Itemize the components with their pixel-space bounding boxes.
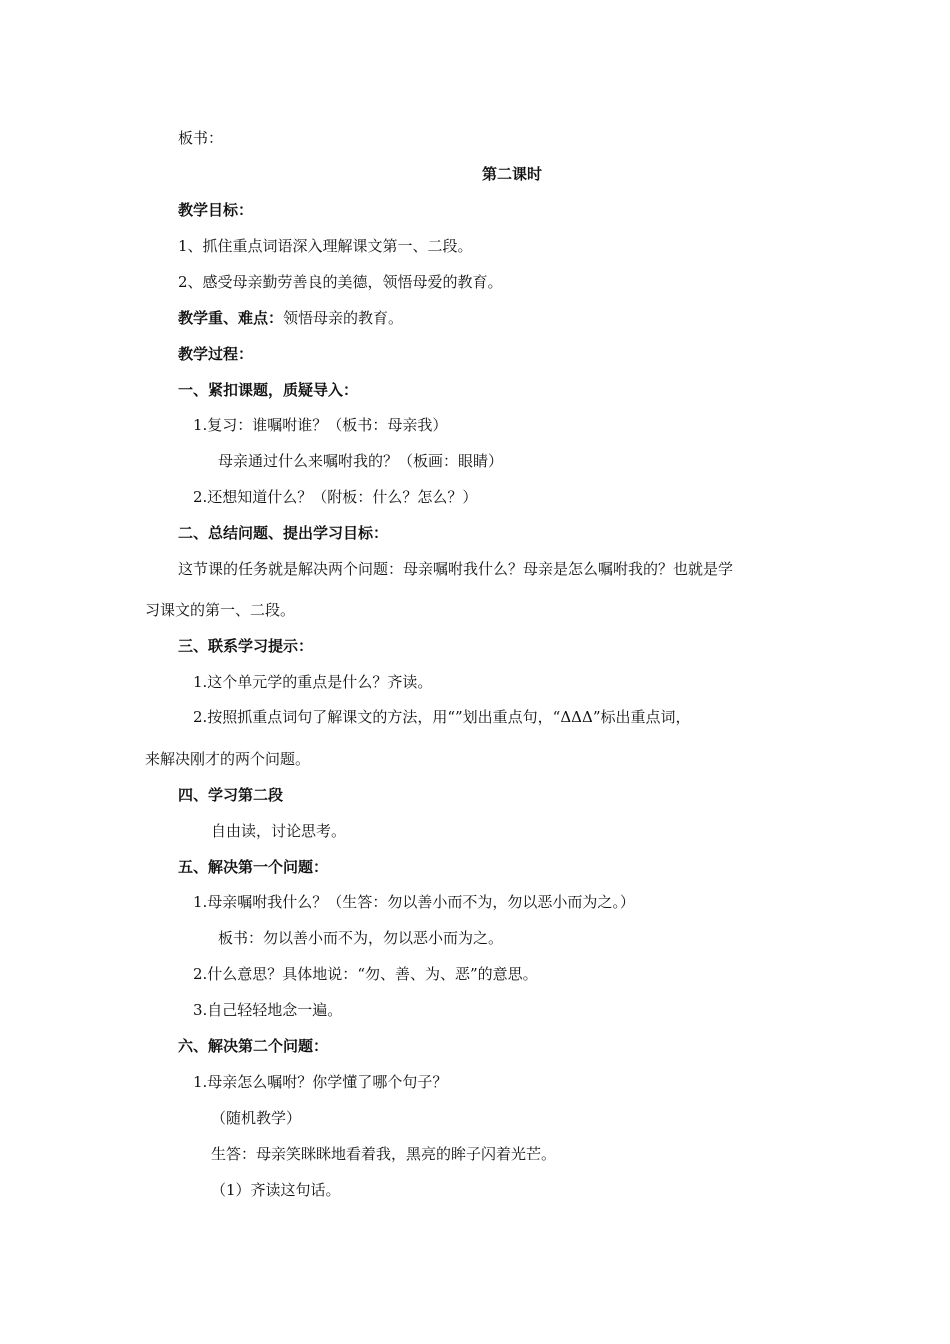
section-6-item: 生答：母亲笑眯眯地看着我，黑亮的眸子闪着光芒。 [211,1145,557,1163]
section-1-item: 1.复习：谁嘱咐谁？（板书：母亲我） [193,416,448,434]
section-6-item: （随机教学） [211,1109,302,1127]
section-2-paragraph-line: 这节课的任务就是解决两个问题：母亲嘱咐我什么？母亲是怎么嘱咐我的？也就是学 [178,560,734,578]
section-3-item-continuation: 来解决刚才的两个问题。 [145,750,311,768]
section-3-heading: 三、联系学习提示： [178,637,314,655]
goals-heading: 教学目标： [178,201,254,219]
section-1-item: 母亲通过什么来嘱咐我的？（板画：眼睛） [218,452,504,470]
section-1-item: 2.还想知道什么？（附板：什么？怎么？） [193,488,478,506]
section-6-heading: 六、解决第二个问题： [178,1037,329,1055]
goal-item: 1、抓住重点词语深入理解课文第一、二段。 [178,237,473,255]
section-3-item: 2.按照抓重点词句了解课文的方法，用“”划出重点句，“ΔΔΔ”标出重点词， [193,708,691,726]
process-heading: 教学过程： [178,345,254,363]
section-1-heading: 一、紧扣课题，质疑导入： [178,381,359,399]
section-5-item: 1.母亲嘱咐我什么？（生答：勿以善小而不为，勿以恶小而为之。） [193,893,635,911]
section-6-item: 1.母亲怎么嘱咐？你学懂了哪个句子？ [193,1073,448,1091]
section-5-item: 板书：勿以善小而不为，勿以恶小而为之。 [218,929,504,947]
section-5-heading: 五、解决第一个问题： [178,858,329,876]
section-5-item: 2.什么意思？具体地说：“勿、善、为、恶”的意思。 [193,965,538,983]
section-3-item: 1.这个单元学的重点是什么？齐读。 [193,673,433,691]
board-label: 板书： [178,129,224,147]
key-points-text: 领悟母亲的教育。 [283,309,404,327]
section-2-paragraph-line: 习课文的第一、二段。 [145,601,296,619]
section-5-item: 3.自己轻轻地念一遍。 [193,1001,343,1019]
goal-item: 2、感受母亲勤劳善良的美德，领悟母爱的教育。 [178,273,503,291]
section-4-heading: 四、学习第二段 [178,786,284,804]
key-points-label: 教学重、难点： [178,309,284,327]
lesson-title: 第二课时 [481,165,542,183]
section-2-heading: 二、总结问题、提出学习目标： [178,524,389,542]
key-points [178,308,403,328]
section-6-item: （1）齐读这句话。 [211,1181,341,1199]
section-4-text: 自由读，讨论思考。 [211,822,347,840]
